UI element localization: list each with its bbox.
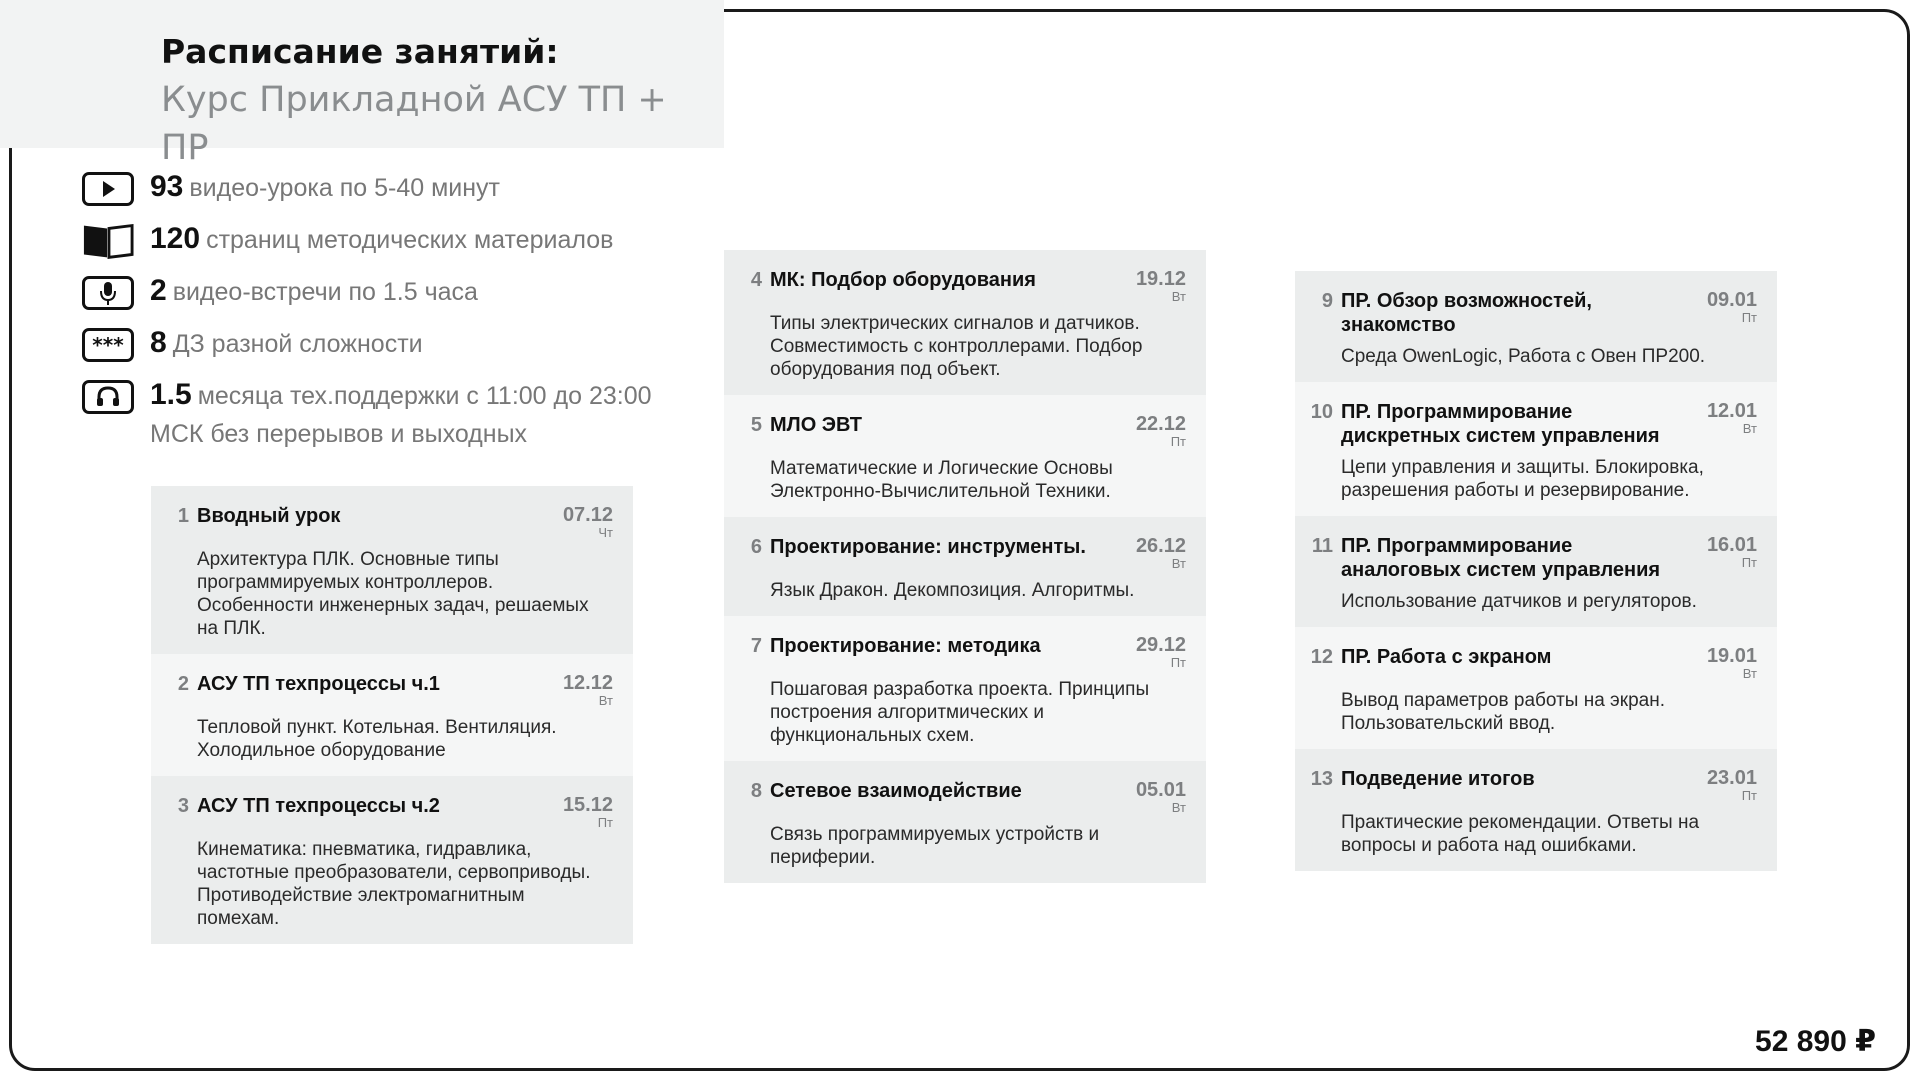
lesson-card (724, 616, 1206, 761)
lesson-description: Типы электрических сигналов и датчиков. Совместимость с контроллерами. Подбор оборудования под объект. (770, 313, 1143, 380)
lesson-number: 10 (1310, 401, 1333, 423)
lesson-date: 22.12 (1135, 413, 1186, 435)
course-price: 52 890 ₽ (1755, 1025, 1876, 1058)
lesson-weekday: Пт (597, 815, 613, 830)
feature-number: 8 (150, 326, 167, 359)
lesson-description: Математические и Логические Основы Электронно-Вычислительной Техники. (770, 458, 1113, 502)
title-block (0, 0, 724, 168)
lesson-weekday: Пт (1741, 310, 1757, 325)
lesson-description: Вывод параметров работы на экран. Пользовательский ввод. (1341, 690, 1665, 734)
lesson-card (724, 395, 1206, 517)
lesson-title: Проектирование: методика (770, 635, 1041, 657)
lesson-date: 19.12 (1135, 268, 1186, 290)
lesson-title: ПР. Программирование аналоговых систем управления (1341, 535, 1661, 581)
schedule-column-1 (151, 486, 633, 944)
lesson-weekday: Вт (1742, 666, 1757, 681)
lesson-date: 16.01 (1706, 534, 1757, 556)
feature-text: видео-встречи по 1.5 часа (172, 278, 478, 306)
lesson-description: Использование датчиков и регуляторов. (1341, 591, 1697, 612)
lesson-date: 07.12 (562, 504, 613, 526)
lesson-title: ПР. Работа с экраном (1341, 646, 1552, 668)
lesson-card (151, 486, 633, 654)
lesson-title: ПР. Программирование дискретных систем управления (1341, 401, 1660, 447)
lesson-weekday: Вт (1171, 289, 1186, 304)
lesson-weekday: Вт (1742, 421, 1757, 436)
lesson-description: Язык Дракон. Декомпозиция. Алгоритмы. (770, 580, 1135, 601)
schedule-column-3 (1295, 271, 1777, 871)
lesson-weekday: Пт (1741, 788, 1757, 803)
feature-list (82, 168, 652, 466)
lesson-number: 6 (750, 536, 762, 558)
feature-text: месяца тех.поддержки с 11:00 до 23:00 МСК без перерывов и выходных (150, 382, 652, 448)
lesson-date: 26.12 (1135, 535, 1186, 557)
lesson-card (1295, 627, 1777, 749)
lesson-weekday: Вт (1171, 556, 1186, 571)
schedule-column-2 (724, 250, 1206, 883)
lesson-weekday: Пт (1741, 555, 1757, 570)
lesson-title: Проектирование: инструменты. (770, 536, 1086, 558)
lesson-card (724, 761, 1206, 883)
lesson-card (151, 654, 633, 776)
lesson-weekday: Чт (598, 525, 613, 540)
lesson-weekday: Пт (1170, 655, 1186, 670)
lesson-description: Связь программируемых устройств и периферии. (770, 824, 1100, 868)
feature-item (82, 168, 652, 207)
lesson-description: Цепи управления и защиты. Блокировка, разрешения работы и резервирование. (1341, 457, 1704, 501)
lesson-number: 4 (750, 269, 762, 291)
feature-item (82, 272, 652, 311)
headphones-icon (82, 380, 134, 414)
lesson-description: Практические рекомендации. Ответы на вопросы и работа над ошибками. (1341, 812, 1700, 856)
lesson-number: 1 (177, 505, 189, 527)
svg-text:***: *** (92, 335, 124, 355)
lesson-number: 12 (1310, 646, 1333, 668)
lesson-title: МЛО ЭВТ (770, 414, 862, 436)
lesson-date: 09.01 (1706, 289, 1757, 311)
page-subtitle: Курс Прикладной АСУ ТП + ПР (161, 80, 667, 168)
lesson-title: ПР. Обзор возможностей, знакомство (1341, 290, 1592, 336)
lesson-description: Тепловой пункт. Котельная. Вентиляция. Холодильное оборудование (197, 717, 557, 761)
lesson-description: Архитектура ПЛК. Основные типы программируемых контроллеров. Особенности инженерных задач, решаемых на ПЛК. (197, 549, 589, 639)
lesson-description: Пошаговая разработка проекта. Принципы построения алгоритмических и функциональных схем. (770, 679, 1150, 746)
lesson-date: 15.12 (562, 794, 613, 816)
lesson-title: Вводный урок (197, 505, 341, 527)
lesson-date: 12.01 (1706, 400, 1757, 422)
lesson-description: Среда OwenLogic, Работа с Овен ПР200. (1341, 346, 1706, 367)
play-icon (82, 172, 134, 206)
lesson-description: Кинематика: пневматика, гидравлика, частотные преобразователи, сервоприводы. Противодействие электромагнитным помехам. (197, 839, 591, 929)
lesson-number: 11 (1311, 535, 1333, 557)
lesson-card (724, 250, 1206, 395)
feature-number: 2 (150, 274, 167, 307)
book-icon (82, 224, 134, 258)
lesson-number: 13 (1310, 768, 1333, 790)
feature-text: видео-урока по 5-40 минут (189, 174, 500, 202)
lesson-weekday: Пт (1170, 434, 1186, 449)
feature-text: страниц методических материалов (206, 226, 614, 254)
lesson-card (1295, 749, 1777, 871)
feature-number: 93 (150, 170, 184, 203)
lesson-number: 3 (177, 795, 189, 817)
lesson-title: Подведение итогов (1341, 768, 1535, 790)
lesson-weekday: Вт (598, 693, 613, 708)
lesson-title: Сетевое взаимодействие (770, 780, 1022, 802)
feature-number: 1.5 (150, 378, 192, 411)
feature-item (82, 220, 652, 259)
feature-number: 120 (150, 222, 201, 255)
lesson-number: 2 (177, 673, 189, 695)
lesson-card (151, 776, 633, 944)
lesson-number: 9 (1321, 290, 1333, 312)
lesson-date: 05.01 (1135, 779, 1186, 801)
lesson-title: МК: Подбор оборудования (770, 269, 1036, 291)
lesson-title: АСУ ТП техпроцессы ч.1 (197, 673, 440, 695)
lesson-card (1295, 516, 1777, 627)
page-title: Расписание занятий: (161, 32, 559, 71)
lesson-date: 23.01 (1706, 767, 1757, 789)
lesson-card (724, 517, 1206, 616)
feature-item (82, 376, 652, 453)
lesson-card (1295, 271, 1777, 382)
lesson-number: 8 (750, 780, 762, 802)
lesson-number: 7 (750, 635, 762, 657)
feature-item (82, 324, 652, 363)
lesson-date: 19.01 (1706, 645, 1757, 667)
feature-text: ДЗ разной сложности (172, 330, 423, 358)
lesson-number: 5 (750, 414, 762, 436)
lesson-date: 12.12 (562, 672, 613, 694)
lesson-title: АСУ ТП техпроцессы ч.2 (197, 795, 440, 817)
lesson-weekday: Вт (1171, 800, 1186, 815)
asterisks-icon (82, 328, 134, 362)
lesson-card (1295, 382, 1777, 516)
lesson-date: 29.12 (1135, 634, 1186, 656)
microphone-icon (82, 276, 134, 310)
